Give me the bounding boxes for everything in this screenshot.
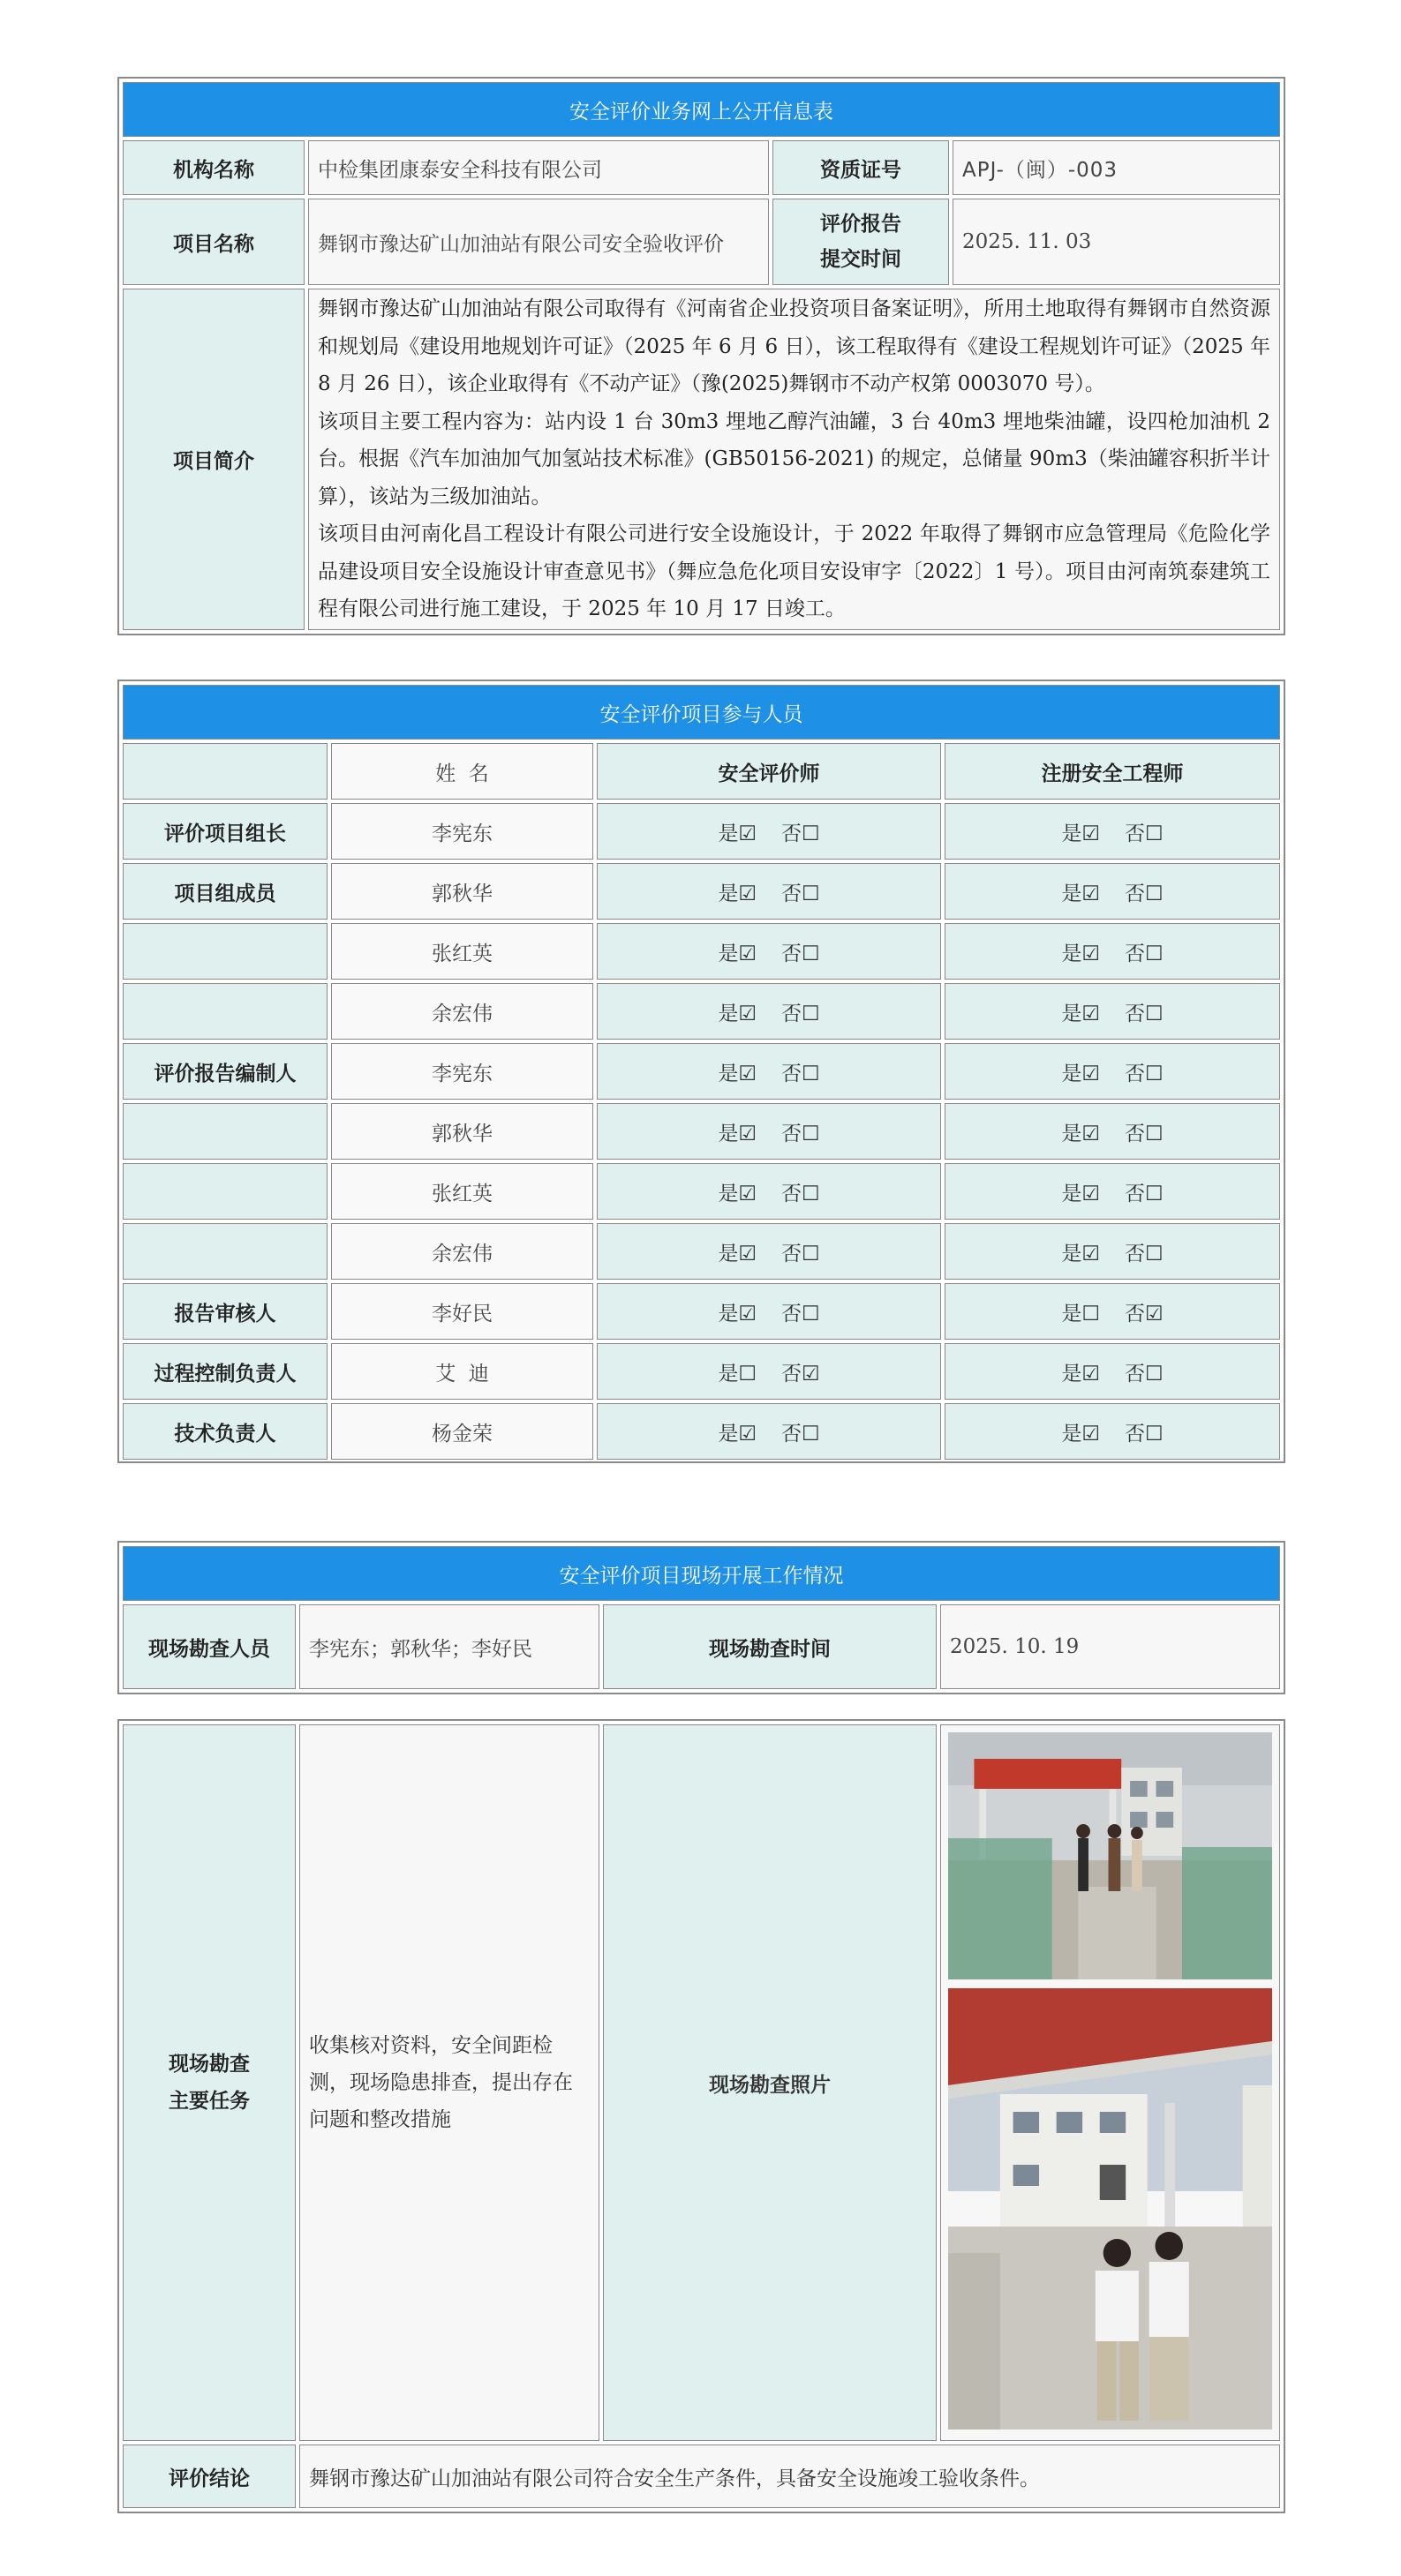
personnel-row (123, 1343, 1280, 1400)
no-option: 否☐ (781, 942, 820, 965)
task-value: 收集核对资料，安全间距检测，现场隐患排查，提出存在问题和整改措施 (299, 1724, 599, 2441)
personnel-row (123, 863, 1280, 920)
no-option: 否☐ (1125, 942, 1164, 965)
personnel-engineer-check (945, 1283, 1280, 1340)
no-option: 否☐ (1125, 882, 1164, 905)
personnel-role (123, 923, 328, 980)
personnel-row (123, 1103, 1280, 1160)
personnel-row (123, 1403, 1280, 1460)
personnel-row (123, 983, 1280, 1040)
org-label: 机构名称 (123, 140, 305, 195)
personnel-engineer-check (945, 803, 1280, 860)
personnel-name: 张红英 (331, 1163, 593, 1220)
personnel-engineer-check (945, 1223, 1280, 1280)
submit-label-line2: 提交时间 (820, 248, 901, 271)
yes-option: 是☑ (1061, 882, 1100, 905)
inspectors-label: 现场勘查人员 (123, 1604, 296, 1689)
task-label-line1: 现场勘查 (169, 2053, 250, 2076)
yes-option: 是☑ (718, 1242, 757, 1265)
personnel-evaluator-check (597, 1343, 941, 1400)
no-option: 否☐ (1125, 1182, 1164, 1205)
personnel-role: 技术负责人 (123, 1403, 328, 1460)
inspectors-value: 李宪东；郭秋华；李好民 (299, 1604, 599, 1689)
intro-paragraph-1: 舞钢市豫达矿山加油站有限公司取得有《河南省企业投资项目备案证明》，所用土地取得有舞钢市自然资源和规划局《建设用地规划许可证》（2025 年 6 月 6 日），该工程取得有《建设工程规划许可证》（2025 年 8 月 26 日），该企业取得有《不动产证》（豫(2025)舞钢市不动产权第 0003070 号）。 (318, 297, 1270, 396)
conclusion-value: 舞钢市豫达矿山加油站有限公司符合安全生产条件，具备安全设施竣工验收条件。 (299, 2445, 1280, 2508)
personnel-name: 张红英 (331, 923, 593, 980)
no-option: 否☐ (781, 1242, 820, 1265)
inspection-time-value: 2025. 10. 19 (940, 1604, 1280, 1689)
yes-option: 是☑ (1061, 1062, 1100, 1085)
personnel-engineer-check (945, 863, 1280, 920)
yes-option: 是☑ (1061, 942, 1100, 965)
personnel-name: 郭秋华 (331, 1103, 593, 1160)
no-option: 否☑ (781, 1362, 820, 1386)
no-option: 否☐ (1125, 1362, 1164, 1386)
personnel-name: 余宏伟 (331, 983, 593, 1040)
personnel-role (123, 1163, 328, 1220)
personnel-role: 项目组成员 (123, 863, 328, 920)
yes-option: 是☑ (718, 1002, 757, 1025)
no-option: 否☐ (781, 1122, 820, 1145)
yes-option: 是☑ (1061, 1182, 1100, 1205)
intro-label: 项目简介 (123, 289, 305, 630)
no-option: 否☐ (781, 1062, 820, 1085)
personnel-evaluator-check (597, 1163, 941, 1220)
project-value: 舞钢市豫达矿山加油站有限公司安全验收评价 (308, 199, 769, 285)
personnel-corner-cell (123, 743, 328, 800)
personnel-name: 郭秋华 (331, 863, 593, 920)
site-photo-2 (948, 1988, 1272, 2430)
personnel-engineer-check (945, 923, 1280, 980)
yes-option: 是☑ (1061, 1422, 1100, 1446)
personnel-engineer-check (945, 983, 1280, 1040)
col-evaluator-header: 安全评价师 (597, 743, 941, 800)
personnel-name: 李宪东 (331, 803, 593, 860)
yes-option: 是☑ (1061, 1122, 1100, 1145)
personnel-engineer-check (945, 1043, 1280, 1100)
personnel-role: 评价报告编制人 (123, 1043, 328, 1100)
yes-option: 是☑ (1061, 1242, 1100, 1265)
no-option: 否☐ (781, 822, 820, 845)
personnel-evaluator-check (597, 1403, 941, 1460)
personnel-evaluator-check (597, 1103, 941, 1160)
task-label (123, 1724, 296, 2441)
no-option: 否☐ (1125, 1242, 1164, 1265)
personnel-role (123, 1103, 328, 1160)
project-label: 项目名称 (123, 199, 305, 285)
personnel-role: 报告审核人 (123, 1283, 328, 1340)
yes-option: 是☑ (718, 822, 757, 845)
yes-option: 是☑ (718, 1062, 757, 1085)
personnel-evaluator-check (597, 1223, 941, 1280)
inspection-time-label: 现场勘查时间 (603, 1604, 937, 1689)
photo-label: 现场勘查照片 (603, 1724, 937, 2441)
personnel-name: 杨金荣 (331, 1403, 593, 1460)
yes-option: 是☑ (1061, 822, 1100, 845)
yes-option: 是☑ (718, 1182, 757, 1205)
yes-option: 是☑ (718, 1122, 757, 1145)
no-option: 否☐ (1125, 1002, 1164, 1025)
personnel-table (117, 680, 1285, 1463)
yes-option: 是☑ (718, 1422, 757, 1446)
intro-paragraph-2: 该项目主要工程内容为：站内设 1 台 30m3 埋地乙醇汽油罐，3 台 40m3 埋地柴油罐，设四枪加油机 2 台。根据《汽车加油加气加氢站技术标准》(GB50156-2021) 的规定，总储量 90m3（柴油罐容积折半计算），该站为三级加油站。 (318, 409, 1270, 508)
cert-value: APJ-（闽）-003 (953, 140, 1280, 195)
no-option: 否☐ (781, 1182, 820, 1205)
col-engineer-header: 注册安全工程师 (945, 743, 1280, 800)
personnel-evaluator-check (597, 1283, 941, 1340)
submit-value: 2025. 11. 03 (953, 199, 1280, 285)
personnel-row (123, 1283, 1280, 1340)
photo-cell (940, 1724, 1280, 2441)
cert-label: 资质证号 (772, 140, 949, 195)
task-table (117, 1719, 1285, 2513)
yes-option: 是☑ (718, 882, 757, 905)
personnel-evaluator-check (597, 983, 941, 1040)
submit-label-line1: 评价报告 (820, 213, 901, 236)
personnel-engineer-check (945, 1163, 1280, 1220)
site-photo-2-image (948, 1988, 1272, 2430)
personnel-row (123, 1163, 1280, 1220)
personnel-name: 李宪东 (331, 1043, 593, 1100)
yes-option: 是☐ (1061, 1302, 1100, 1326)
intro-paragraph-3: 该项目由河南化昌工程设计有限公司进行安全设施设计，于 2022 年取得了舞钢市应急管理局《危险化学品建设项目安全设施设计审查意见书》（舞应急危化项目安设审字〔2022〕1 号）。项目由河南筑泰建筑工程有限公司进行施工建设，于 2025 年 10 月 17 日竣工。 (318, 522, 1270, 621)
yes-option: 是☑ (718, 1302, 757, 1326)
personnel-role (123, 983, 328, 1040)
personnel-name: 艾 迪 (331, 1343, 593, 1400)
intro-text (308, 289, 1280, 630)
personnel-row (123, 1043, 1280, 1100)
no-option: 否☐ (781, 1002, 820, 1025)
col-name-header: 姓 名 (331, 743, 593, 800)
personnel-role (123, 1223, 328, 1280)
task-label-line2: 主要任务 (169, 2090, 250, 2113)
personnel-row (123, 1223, 1280, 1280)
yes-option: 是☑ (1061, 1362, 1100, 1386)
personnel-evaluator-check (597, 863, 941, 920)
site-table-title: 安全评价项目现场开展工作情况 (123, 1546, 1280, 1601)
personnel-engineer-check (945, 1343, 1280, 1400)
personnel-name: 李好民 (331, 1283, 593, 1340)
site-photo-1 (948, 1732, 1272, 1979)
no-option: 否☐ (781, 882, 820, 905)
site-table (117, 1541, 1285, 1694)
yes-option: 是☐ (718, 1362, 757, 1386)
personnel-name: 余宏伟 (331, 1223, 593, 1280)
personnel-evaluator-check (597, 1043, 941, 1100)
info-table-title: 安全评价业务网上公开信息表 (123, 82, 1280, 137)
info-table (117, 77, 1285, 635)
no-option: 否☑ (1125, 1302, 1164, 1326)
no-option: 否☐ (1125, 1122, 1164, 1145)
personnel-table-title: 安全评价项目参与人员 (123, 685, 1280, 740)
no-option: 否☐ (781, 1302, 820, 1326)
no-option: 否☐ (1125, 822, 1164, 845)
yes-option: 是☑ (1061, 1002, 1100, 1025)
personnel-row (123, 923, 1280, 980)
no-option: 否☐ (1125, 1062, 1164, 1085)
personnel-evaluator-check (597, 803, 941, 860)
personnel-row (123, 803, 1280, 860)
personnel-engineer-check (945, 1403, 1280, 1460)
personnel-evaluator-check (597, 923, 941, 980)
site-photo-1-image (948, 1732, 1272, 1979)
no-option: 否☐ (1125, 1422, 1164, 1446)
personnel-engineer-check (945, 1103, 1280, 1160)
submit-label (772, 199, 949, 285)
conclusion-label: 评价结论 (123, 2445, 296, 2508)
personnel-role: 评价项目组长 (123, 803, 328, 860)
no-option: 否☐ (781, 1422, 820, 1446)
org-value: 中检集团康泰安全科技有限公司 (308, 140, 769, 195)
yes-option: 是☑ (718, 942, 757, 965)
personnel-role: 过程控制负责人 (123, 1343, 328, 1400)
